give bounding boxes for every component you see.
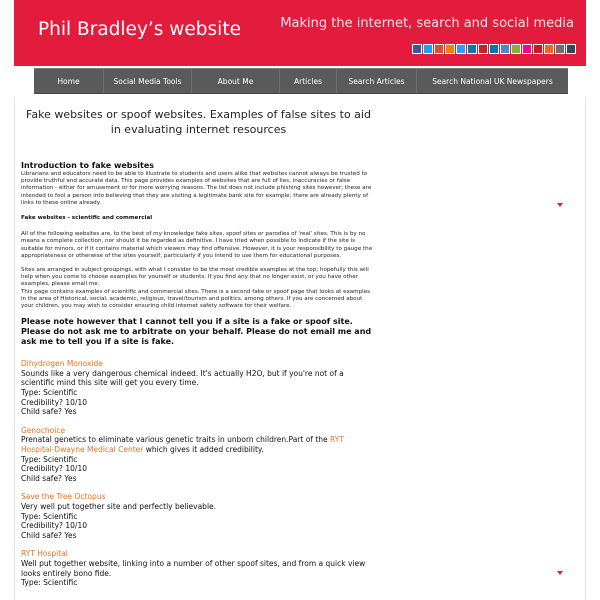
warning-notice: Please note however that I cannot tell you if a site is a fake or spoof site. Please do not ask me to arbitrate on your behalf. Please do not email me and ask me to tell you if a site is fake. bbox=[21, 317, 372, 347]
entry-credibility: Credibility? 10/10 bbox=[21, 464, 87, 474]
entry-child-safe: Child safe? Yes bbox=[21, 473, 77, 483]
entry-child-safe: Child safe? Yes bbox=[21, 530, 77, 540]
nav-search-articles[interactable]: Search Articles bbox=[337, 69, 417, 93]
blogger-icon[interactable] bbox=[445, 44, 455, 54]
nav-articles[interactable]: Articles bbox=[280, 69, 337, 93]
sidebar-expand-icon[interactable] bbox=[557, 571, 563, 575]
entry-type: Type: Scientific bbox=[21, 578, 78, 588]
entry-title-link[interactable]: Genochoice bbox=[21, 425, 66, 435]
main-nav bbox=[34, 68, 568, 94]
rss-icon[interactable] bbox=[544, 44, 554, 54]
diigo-icon[interactable] bbox=[500, 44, 510, 54]
site-header bbox=[14, 0, 586, 66]
slideshare-icon[interactable] bbox=[489, 44, 499, 54]
nav-social-media-tools[interactable]: Social Media Tools bbox=[104, 69, 192, 93]
paragraph-2: Sites are arranged in subject groupings, with what I consider to be the most credible examples at the top; hopefully this will help when you come to choose examples for yourself or students. If you find any that no longer exist, or you have other examples, please email me. bbox=[21, 267, 369, 288]
linkedin-icon[interactable] bbox=[467, 44, 477, 54]
entry-description-text: Prenatal genetics to eliminate various genetic traits in unborn children.Part of the bbox=[21, 435, 331, 445]
entry-type: Type: Scientific bbox=[21, 511, 78, 521]
google-plus-icon[interactable] bbox=[434, 44, 444, 54]
social-icon-bar bbox=[412, 44, 576, 54]
entry-description bbox=[21, 435, 376, 454]
entry-title-link[interactable]: RYT Hospital bbox=[21, 549, 68, 559]
site-title[interactable]: Phil Bradley’s website bbox=[38, 19, 241, 40]
pinterest-icon[interactable] bbox=[478, 44, 488, 54]
intro-heading: Introduction to fake websites bbox=[21, 161, 155, 170]
entry-credibility: Credibility? 10/10 bbox=[21, 397, 87, 407]
entry-description: Sounds like a very dangerous chemical indeed. It's actually H2O, but if you're not of a scientific mind this site will get you every time. bbox=[21, 368, 344, 388]
nav-search-uk-newspapers[interactable]: Search National UK Newspapers bbox=[432, 77, 553, 86]
site-tagline: Making the internet, search and social media bbox=[280, 16, 574, 31]
paragraph-1: All of the following websites are, to the best of my knowledge fake sites, spoof sites or parodies of 'real' sites. This is by no means a complete collection, nor should it be regarded as definitive. I have tried when possible to indicate if the site is suitable for minors, or if it contains material which viewers may find offensive. However, it is your responsibility to gauge the appropriateness or otherwise of the sites yourself, particularly if you intend to use them for educational purposes. bbox=[21, 231, 373, 259]
entry-title-link[interactable]: Dihydrogen Monoxide bbox=[21, 359, 103, 369]
twitter-icon[interactable] bbox=[423, 44, 433, 54]
entry-credibility: Credibility? 10/10 bbox=[21, 521, 87, 531]
entry-type: Type: Scientific bbox=[21, 388, 78, 398]
facebook-icon[interactable] bbox=[412, 44, 422, 54]
list-item bbox=[21, 492, 376, 540]
entry-inline-link[interactable]: RYT Hospital-Dwayne Medical Center bbox=[21, 435, 344, 454]
nav-home[interactable]: Home bbox=[34, 69, 104, 93]
entry-child-safe: Child safe? Yes bbox=[21, 407, 77, 417]
entry-type: Type: Scientific bbox=[21, 454, 78, 464]
nav-about-me[interactable]: About Me bbox=[192, 69, 280, 93]
entry-description: Well put together website, linking into a number of other spoof sites, and from a quick view looks entirely bono fide. bbox=[21, 558, 366, 578]
flickr-icon[interactable] bbox=[522, 44, 532, 54]
youtube-icon[interactable] bbox=[533, 44, 543, 54]
list-item bbox=[21, 426, 376, 484]
page-content bbox=[14, 97, 586, 600]
list-item bbox=[21, 359, 376, 417]
entry-description: Very well put together site and perfectly believable. bbox=[21, 501, 217, 511]
entry-title-link[interactable]: Save the Tree Octopus bbox=[21, 492, 106, 502]
intro-text: Librarians and educators need to be able to illustrate to students and users alike that websites cannot always be trusted to provide truthful and accurate data. This page provides examples of websites that are full of lies, inaccuracies or false information - either for amusement or for more worrying reasons. The list does not include phishing sites however; these are intended to fool a person into believing that they are visiting a legitimate bank site for example; there are already plenty of links to these online already. bbox=[21, 171, 372, 206]
list-item bbox=[21, 549, 376, 587]
tumblr-icon[interactable] bbox=[566, 44, 576, 54]
page-title: Fake websites or spoof websites. Examples of false sites to aid in evaluating internet resources bbox=[26, 108, 371, 136]
paragraph-3: This page contains examples of scientific and commercial sites. There is a second fake or spoof page that looks at examples in the area of Historical, social, academic, religious, travel/tourism and politics, among others. If you are concerned about your children, you may wish to consider ensuring child internet safety software for their welfare. bbox=[21, 288, 371, 310]
main-column bbox=[21, 107, 376, 597]
section-heading: Fake websites - scientific and commercial bbox=[21, 215, 153, 222]
delicious-icon[interactable] bbox=[456, 44, 466, 54]
scoopit-icon[interactable] bbox=[511, 44, 521, 54]
sidebar-expand-icon[interactable] bbox=[557, 203, 563, 207]
email-icon[interactable] bbox=[555, 44, 565, 54]
entry-description-text: which gives it added credibility. bbox=[143, 445, 264, 454]
